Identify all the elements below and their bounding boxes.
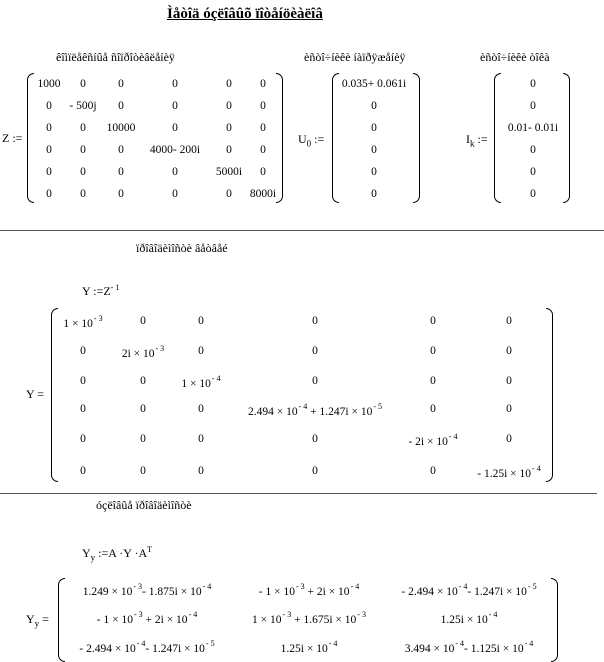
y-cell: 0 <box>506 433 512 445</box>
y-cell: 0 <box>430 345 436 357</box>
y-cell: 0 <box>198 403 204 415</box>
yy-definition: $Y_y$ :=A $\cdot Y \cdot A^T$ <box>82 545 153 563</box>
z-cell: 0 <box>172 166 178 178</box>
nodal-label: óçëîâûå ïðîâîäèìîñòè <box>96 498 192 512</box>
y-cell: 0 <box>80 465 86 477</box>
y-cell: - $2i \times 10^{- 4}$ <box>408 432 458 448</box>
z-cell: 0 <box>80 122 86 134</box>
y-cell: 0 <box>506 403 512 415</box>
y-cell: 0 <box>506 315 512 327</box>
z-cell: 1000 <box>37 78 61 90</box>
u0-right-bracket <box>413 73 420 203</box>
y-cell: 0 <box>506 375 512 387</box>
u0-assign-label: $U_0$ := <box>298 132 325 149</box>
yy-cell: - $2.494 \times 10^{- 4}-$ $1.247i \times 10^{- 5}$ <box>79 639 215 655</box>
y-cell: 0 <box>312 433 318 445</box>
divider-2 <box>0 493 597 494</box>
yy-cell: $1.249 \times 10^{- 3}-$ $1.875i \times 10^{- 4}$ <box>82 582 212 598</box>
y-right-bracket <box>546 308 553 482</box>
z-cell: 0 <box>226 100 232 112</box>
u0-cell: 0 <box>371 122 377 134</box>
y-cell: 0 <box>430 465 436 477</box>
z-assign-label: Z := <box>2 131 23 145</box>
y-cell: 0 <box>430 403 436 415</box>
y-cell: 0 <box>140 403 146 415</box>
y-cell: $2.494 \times 10^{- 4} + 1.247i \times 10^{- 5}$ <box>247 402 383 418</box>
z-cell: 0 <box>46 144 52 156</box>
z-left-bracket <box>27 73 34 203</box>
z-cell: 0 <box>46 122 52 134</box>
z-cell: 0 <box>260 122 266 134</box>
z-cell: 0 <box>118 188 124 200</box>
yy-right-bracket <box>551 578 558 662</box>
z-cell: 0 <box>260 144 266 156</box>
y-cell: $1 \times 10^{- 3}$ <box>63 314 103 330</box>
z-cell: 0 <box>260 100 266 112</box>
y-left-bracket <box>51 308 58 482</box>
y-cell: $2i \times 10^{- 3}$ <box>121 344 165 360</box>
y-cell: 0 <box>430 375 436 387</box>
z-cell: 0 <box>172 188 178 200</box>
y-definition: Y $:=Z^{- 1}$ <box>82 283 120 298</box>
page-title: Ìåòîä óçëîâûõ ïîòåíöèàëîâ <box>167 6 323 22</box>
admittance-label: ïðîâîäèìîñòè âåòâåé <box>136 241 228 255</box>
impedance-label: êîìïëåêñíûå ñîïðîòèâëåíèÿ <box>56 50 175 64</box>
y-cell: 0 <box>312 345 318 357</box>
z-cell: 0 <box>172 122 178 134</box>
z-cell: 4000- 200i <box>149 144 201 156</box>
u0-cell: 0.035+ 0.061i <box>341 78 407 90</box>
z-cell: 0 <box>172 100 178 112</box>
ik-cell: 0 <box>530 188 536 200</box>
y-cell: - $1.25i \times 10^{- 4}$ <box>477 464 541 480</box>
y-cell: 0 <box>140 433 146 445</box>
voltage-source-label: èñòî÷íèêè íàïðÿæåíèÿ <box>304 50 406 64</box>
u0-cell: 0 <box>371 188 377 200</box>
yy-assign-label: $Y_y$ = <box>26 612 49 629</box>
z-cell: 0 <box>80 78 86 90</box>
y-cell: 0 <box>506 345 512 357</box>
z-cell: 0 <box>46 188 52 200</box>
z-cell: 0 <box>80 144 86 156</box>
z-cell: 0 <box>260 166 266 178</box>
yy-cell: $1 \times 10^{- 3} + 1.675i \times 10^{- 3}$ <box>252 610 366 626</box>
z-cell: 10000 <box>106 122 136 134</box>
z-cell: 0 <box>172 78 178 90</box>
z-cell: 8000i <box>249 188 277 200</box>
z-cell: - 500j <box>69 100 97 112</box>
ik-cell: 0.01- 0.01i <box>507 122 559 134</box>
yy-cell: $1.25i \times 10^{- 4}$ <box>280 639 338 655</box>
divider-1 <box>0 230 604 231</box>
ik-cell: 0 <box>530 144 536 156</box>
ik-cell: 0 <box>530 78 536 90</box>
y-cell: 0 <box>312 465 318 477</box>
yy-cell: - $1 \times 10^{- 3} + 2i \times 10^{- 4}$ <box>96 610 198 626</box>
y-cell: 0 <box>140 315 146 327</box>
z-right-bracket <box>276 73 283 203</box>
z-cell: 0 <box>226 122 232 134</box>
z-cell: 0 <box>80 188 86 200</box>
y-assign-label: Y = <box>26 387 44 401</box>
ik-cell: 0 <box>530 100 536 112</box>
u0-cell: 0 <box>371 144 377 156</box>
z-cell: 0 <box>226 78 232 90</box>
yy-cell: $3.494 \times 10^{- 4}-$ $1.125i \times 10^{- 4}$ <box>404 639 534 655</box>
u0-cell: 0 <box>371 166 377 178</box>
ik-left-bracket <box>494 73 501 203</box>
yy-cell: $1.25i \times 10^{- 4}$ <box>440 610 498 626</box>
yy-left-bracket <box>58 578 65 662</box>
y-cell: 0 <box>198 345 204 357</box>
u0-left-bracket <box>332 73 339 203</box>
z-cell: 0 <box>118 166 124 178</box>
z-cell: 0 <box>118 100 124 112</box>
y-cell: 0 <box>312 315 318 327</box>
y-cell: 0 <box>80 345 86 357</box>
y-cell: 0 <box>80 375 86 387</box>
y-cell: $1 \times 10^{- 4}$ <box>181 374 221 390</box>
z-cell: 0 <box>260 78 266 90</box>
z-cell: 0 <box>118 144 124 156</box>
y-cell: 0 <box>140 465 146 477</box>
ik-assign-label: $I_k$ := <box>466 132 488 149</box>
ik-right-bracket <box>563 73 570 203</box>
z-cell: 0 <box>80 166 86 178</box>
y-cell: 0 <box>80 403 86 415</box>
y-cell: 0 <box>430 315 436 327</box>
z-cell: 0 <box>46 166 52 178</box>
y-cell: 0 <box>80 433 86 445</box>
y-cell: 0 <box>198 465 204 477</box>
y-cell: 0 <box>198 433 204 445</box>
y-cell: 0 <box>140 375 146 387</box>
u0-cell: 0 <box>371 100 377 112</box>
y-cell: 0 <box>312 375 318 387</box>
z-cell: 0 <box>118 78 124 90</box>
current-source-label: èñòî÷íèêè òîêà <box>480 50 550 64</box>
y-cell: 0 <box>198 315 204 327</box>
z-cell: 0 <box>226 144 232 156</box>
ik-cell: 0 <box>530 166 536 178</box>
z-cell: 0 <box>46 100 52 112</box>
yy-cell: - $2.494 \times 10^{- 4}-$ $1.247i \times 10^{- 5}$ <box>401 582 537 598</box>
z-cell: 0 <box>226 188 232 200</box>
z-cell: 5000i <box>215 166 243 178</box>
yy-cell: - $1 \times 10^{- 3} + 2i \times 10^{- 4}$ <box>258 582 360 598</box>
